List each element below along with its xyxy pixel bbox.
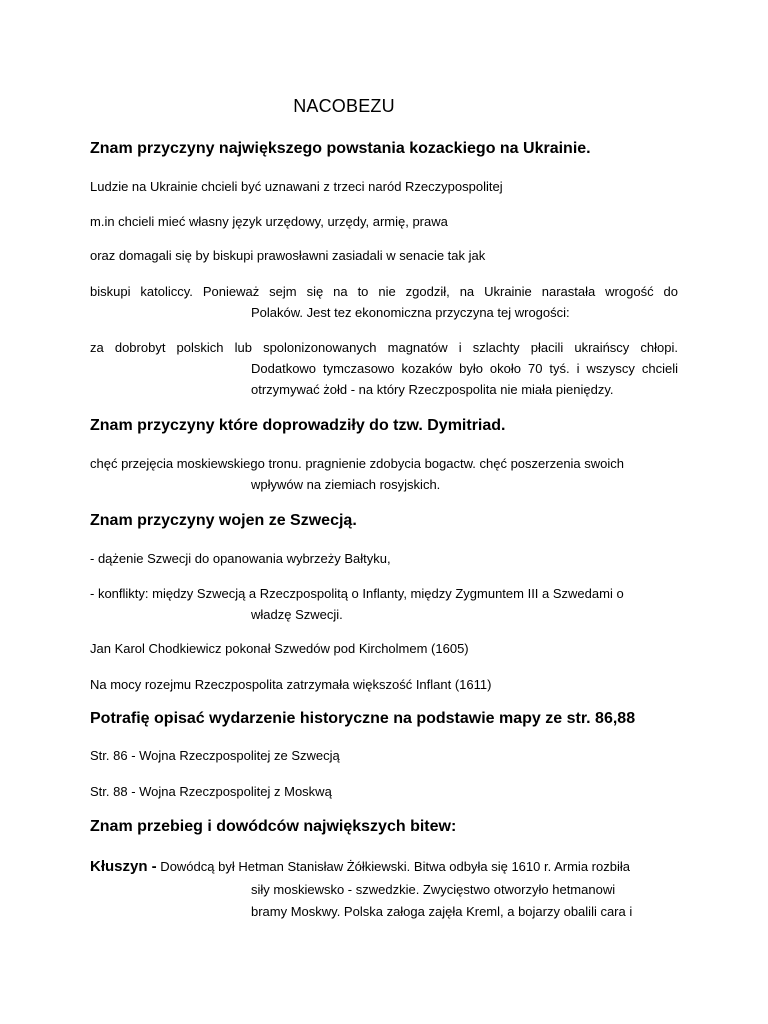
section-heading-dymitriads: Znam przyczyny które doprowadziły do tzw. Dymitriad.	[90, 417, 506, 434]
section-heading-map-description: Potrafię opisać wydarzenie historyczne na podstawie mapy ze str. 86,88	[90, 710, 636, 727]
section-heading-battles: Znam przebieg i dowódców największych bitew:	[90, 818, 457, 835]
paragraph: Ludzie na Ukrainie chcieli być uznawani z trzeci naród Rzeczypospolitej	[90, 179, 503, 194]
paragraph-line: bramy Moskwy. Polska załoga zajęła Kreml, a bojarzy obalili cara i	[251, 904, 633, 919]
paragraph: m.in chcieli mieć własny język urzędowy, urzędy, armię, prawa	[90, 214, 448, 229]
section-heading-cossack-uprising: Znam przyczyny największego powstania kozackiego na Ukrainie.	[90, 140, 591, 157]
paragraph-line: - konflikty: między Szwecją a Rzeczpospolitą o Inflanty, między Zygmuntem III a Szwedami o	[90, 586, 624, 601]
paragraph: Str. 88 - Wojna Rzeczpospolitej z Moskwą	[90, 784, 332, 799]
paragraph-line: za dobrobyt polskich lub spolonizonowanych magnatów i szlachty płacili ukraińscy chłopi.	[90, 340, 678, 355]
battle-name: Kłuszyn -	[90, 858, 157, 875]
paragraph-line: chęć przejęcia moskiewskiego tronu. pragnienie zdobycia bogactw. chęć poszerzenia swoich	[90, 456, 625, 471]
paragraph-line: otrzymywać żołd - na który Rzeczpospolita nie miała pieniędzy.	[251, 382, 614, 397]
paragraph: - dążenie Szwecji do opanowania wybrzeży Bałtyku,	[90, 551, 391, 566]
paragraph: Jan Karol Chodkiewicz pokonał Szwedów pod Kircholmem (1605)	[90, 641, 469, 656]
paragraph-line: Dodatkowo tymczasowo kozaków było około 70 tyś. i wszyscy chcieli	[251, 361, 678, 376]
document-title: NACOBEZU	[293, 96, 395, 116]
paragraph: Na mocy rozejmu Rzeczpospolita zatrzymała większość Inflant (1611)	[90, 677, 492, 692]
section-heading-swedish-wars: Znam przyczyny wojen ze Szwecją.	[90, 512, 357, 529]
paragraph-line: władzę Szwecji.	[251, 607, 343, 622]
battle-text: Dowódcą był Hetman Stanisław Żółkiewski. Bitwa odbyła się 1610 r. Armia rozbiła	[156, 859, 630, 874]
paragraph: oraz domagali się by biskupi prawosławni zasiadali w senacie tak jak	[90, 248, 486, 263]
paragraph-line: siły moskiewsko - szwedzkie. Zwycięstwo otworzyło hetmanowi	[251, 882, 616, 897]
battle-paragraph-line	[90, 856, 678, 877]
paragraph-line: Polaków. Jest tez ekonomiczna przyczyna tej wrogości:	[251, 305, 570, 320]
paragraph-line: biskupi katoliccy. Ponieważ sejm się na to nie zgodził, na Ukrainie narastała wrogość do	[90, 284, 678, 299]
paragraph-line: wpływów na ziemiach rosyjskich.	[251, 477, 441, 492]
paragraph: Str. 86 - Wojna Rzeczpospolitej ze Szwecją	[90, 748, 340, 763]
